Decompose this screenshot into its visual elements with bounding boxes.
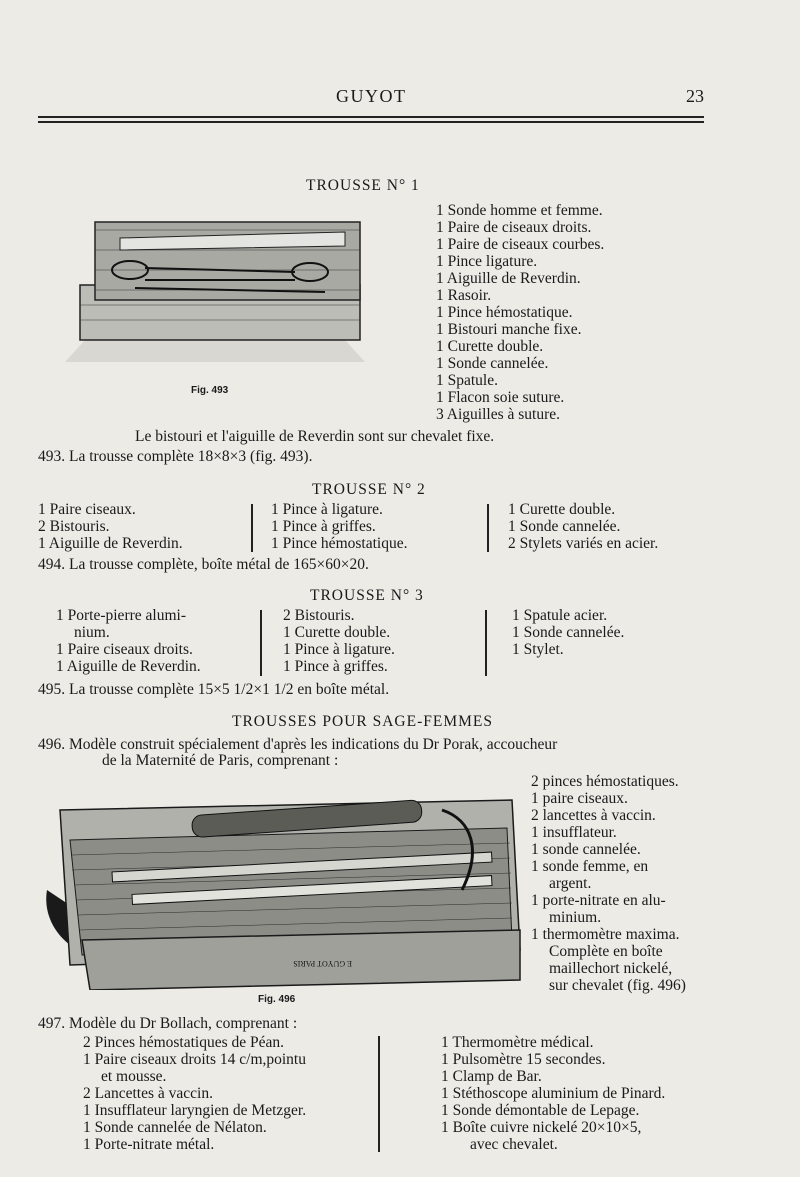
list-item: 1 Pince à griffes. (283, 658, 388, 675)
list-item: 1 Clamp de Bar. (441, 1068, 542, 1085)
list-item: 1 Curette double. (436, 338, 544, 355)
header-rule-top (38, 116, 704, 118)
list-item: 1 thermomètre maxima. (531, 926, 680, 943)
trousse1-item-list (436, 202, 604, 423)
trousse496-illustration (42, 780, 522, 990)
list-item: 2 Bistouris. (283, 607, 355, 624)
model497-col2 (441, 1034, 665, 1153)
list-item: 1 Spatule. (436, 372, 498, 389)
trousse496-item-list (531, 773, 686, 994)
list-item: 1 sonde cannelée. (531, 841, 641, 858)
list-item: minium. (549, 909, 602, 926)
list-item: 1 Pulsomètre 15 secondes. (441, 1051, 606, 1068)
list-item: 1 porte-nitrate en alu- (531, 892, 666, 909)
list-item: 1 Aiguille de Reverdin. (56, 658, 201, 675)
list-item: 1 Aiguille de Reverdin. (38, 535, 183, 552)
catalog-entry-496-cont: de la Maternité de Paris, comprenant : (102, 752, 339, 769)
list-item: 1 Porte-nitrate métal. (83, 1136, 215, 1153)
list-item: 1 Insufflateur laryngien de Metzger. (83, 1102, 307, 1119)
list-item: 1 Sonde cannelée. (436, 355, 549, 372)
list-item: 2 Pinces hémostatiques de Péan. (83, 1034, 285, 1051)
list-item: 1 Rasoir. (436, 287, 492, 304)
list-item: 1 Spatule acier. (512, 607, 608, 624)
fig-493-label: Fig. 493 (191, 385, 229, 396)
list-item: 1 Pince à ligature. (271, 501, 383, 518)
list-item: 1 Paire ciseaux droits 14 c/m,pointu (83, 1051, 306, 1068)
list-item: 1 Pince hémostatique. (271, 535, 408, 552)
sage-femmes-title: TROUSSES POUR SAGE-FEMMES (232, 713, 493, 730)
list-item: et mousse. (101, 1068, 167, 1085)
list-item: 1 Pince à ligature. (283, 641, 395, 658)
page-number: 23 (686, 86, 704, 106)
trousse2-col3 (508, 501, 658, 552)
list-item: nium. (74, 624, 110, 641)
model497-col1 (83, 1034, 306, 1153)
list-item: 2 lancettes à vaccin. (531, 807, 656, 824)
catalog-entry-497: 497. Modèle du Dr Bollach, comprenant : (38, 1015, 298, 1032)
catalog-entry-493: 493. La trousse complète 18×8×3 (fig. 493). (38, 448, 313, 465)
trousse3-col3 (512, 607, 624, 658)
list-item: 1 Thermomètre médical. (441, 1034, 594, 1051)
list-item: 1 Sonde cannelée. (508, 518, 621, 535)
header-rule-bottom (38, 121, 704, 123)
box-engraving: E GUYOT PARIS (293, 959, 352, 968)
trousse2-col2 (271, 501, 407, 552)
trousse2-title: TROUSSE N° 2 (312, 481, 426, 498)
list-item: 1 insufflateur. (531, 824, 617, 841)
fig-496-label: Fig. 496 (258, 994, 296, 1005)
catalog-entry-494: 494. La trousse complète, boîte métal de 165×60×20. (38, 556, 369, 573)
catalog-entry-496: 496. Modèle construit spécialement d'après les indications du Dr Porak, accoucheur (38, 736, 558, 753)
list-item: 1 sonde femme, en (531, 858, 649, 875)
column-divider (485, 610, 487, 676)
list-item: 1 paire ciseaux. (531, 790, 628, 807)
column-divider (251, 504, 253, 552)
list-item: 1 Bistouri manche fixe. (436, 321, 582, 338)
column-divider (378, 1036, 380, 1152)
trousse1-title: TROUSSE N° 1 (306, 177, 420, 194)
list-item: 1 Sonde homme et femme. (436, 202, 603, 219)
list-item: avec chevalet. (470, 1136, 558, 1153)
list-item: argent. (549, 875, 592, 892)
list-item: 1 Pince hémostatique. (436, 304, 573, 321)
list-item: 1 Paire de ciseaux courbes. (436, 236, 605, 253)
trousse1-note: Le bistouri et l'aiguille de Reverdin sont sur chevalet fixe. (135, 428, 495, 445)
list-item: 1 Aiguille de Reverdin. (436, 270, 581, 287)
column-divider (260, 610, 262, 676)
list-item: 2 pinces hémostatiques. (531, 773, 679, 790)
list-item: 2 Bistouris. (38, 518, 110, 535)
list-item: sur chevalet (fig. 496) (549, 977, 686, 994)
column-divider (487, 504, 489, 552)
list-item: 2 Stylets variés en acier. (508, 535, 659, 552)
list-item: 1 Stéthoscope aluminium de Pinard. (441, 1085, 666, 1102)
list-item: 1 Boîte cuivre nickelé 20×10×5, (441, 1119, 642, 1136)
catalog-entry-495: 495. La trousse complète 15×5 1/2×1 1/2 en boîte métal. (38, 681, 390, 698)
trousse3-title: TROUSSE N° 3 (310, 587, 424, 604)
list-item: 1 Paire de ciseaux droits. (436, 219, 592, 236)
list-item: 2 Lancettes à vaccin. (83, 1085, 213, 1102)
trousse3-col2 (283, 607, 395, 675)
list-item: 1 Porte-pierre alumi- (56, 607, 186, 624)
list-item: 1 Sonde démontable de Lepage. (441, 1102, 640, 1119)
list-item: 1 Paire ciseaux droits. (56, 641, 193, 658)
trousse2-col1 (38, 501, 183, 552)
list-item: 1 Paire ciseaux. (38, 501, 136, 518)
list-item: 1 Sonde cannelée de Nélaton. (83, 1119, 267, 1136)
list-item: 1 Stylet. (512, 641, 564, 658)
trousse1-illustration (45, 210, 375, 370)
list-item: Complète en boîte (549, 943, 663, 960)
list-item: 1 Pince ligature. (436, 253, 538, 270)
list-item: 1 Pince à griffes. (271, 518, 376, 535)
list-item: maillechort nickelé, (549, 960, 673, 977)
list-item: 1 Flacon soie suture. (436, 389, 565, 406)
page-header-title: GUYOT (336, 86, 407, 106)
list-item: 1 Sonde cannelée. (512, 624, 625, 641)
list-item: 1 Curette double. (508, 501, 616, 518)
list-item: 1 Curette double. (283, 624, 391, 641)
list-item: 3 Aiguilles à suture. (436, 406, 560, 423)
trousse3-col1 (56, 607, 201, 675)
